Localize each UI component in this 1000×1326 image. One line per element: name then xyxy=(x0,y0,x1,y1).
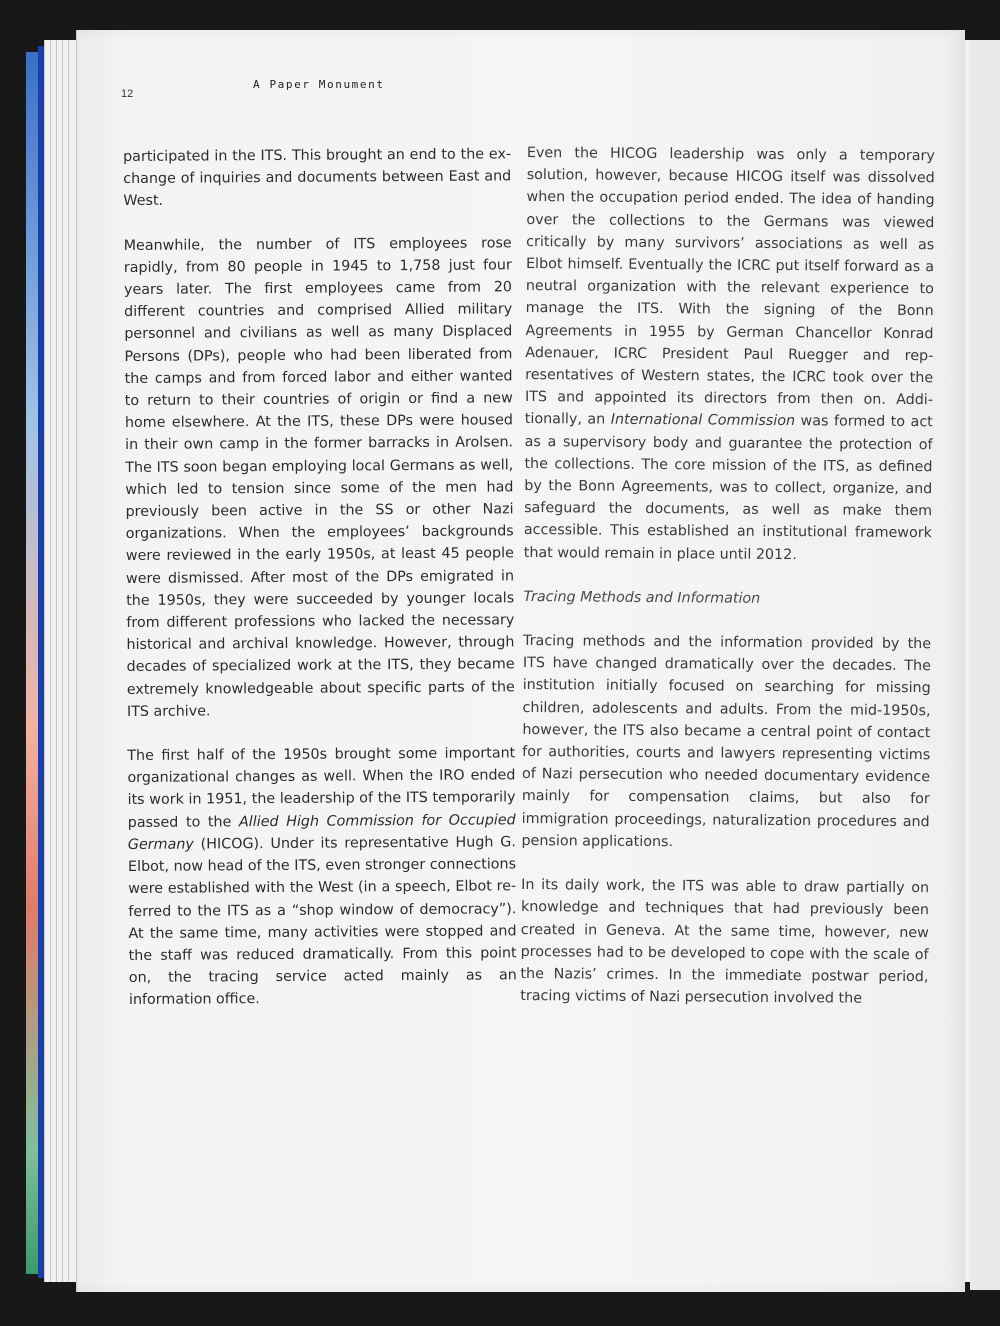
paragraph: Tracing methods and the information provided by the ITS have changed dramatically over the decades. The institution initially focused on searching for missing children, adolescents and adults. From the mid-1950s, however, the ITS also became a central point of contact for authorities, courts and lawyers representing victims of Nazi persecution who needed documentary evidence mainly for compensation claims, but also for immigration proceedings, naturalization procedures and pension applications. xyxy=(521,633,932,851)
paragraph: In its daily work, the ITS was able to draw partially on knowledge and techniques that had previously been created in Geneva. At the same time, however, new processes had to be developed to cope with the scale of the Nazis’ crimes. In the immediate postwar period, tracing victims of Nazi persecution involved the xyxy=(520,877,930,1007)
paragraph xyxy=(524,142,935,567)
right-text-column xyxy=(520,142,935,1032)
facing-page-edge xyxy=(970,40,1000,1290)
paragraph xyxy=(127,742,517,1011)
paragraph-text: The first half of the 1950s brought some important organizational changes as well. When the IRO ended its work in 1951, the leadership of the ITS temporarily passed to the xyxy=(127,745,516,831)
organization-name-italic: Allied High Commission for Occupied Germany xyxy=(127,811,516,853)
running-head xyxy=(121,78,521,98)
paragraph: participated in the ITS. This brought an end to the exchange of inquiries and documents between East and West. xyxy=(123,146,512,210)
paragraph: Meanwhile, the number of ITS employees rose rapidly, from 80 people in 1945 to 1,758 just four years later. The first employees came from 20 different countries and comprised Allied military personnel and civilians as well as many Displaced Persons (DPs), people who had been liberated from the camps and from forced labor and either wanted to return to their countries of origin or find a new home elsewhere. At the ITS, these DPs were housed in their own camp in the former barracks in Arolsen. The ITS soon began employing local Germans as well, which led to tension since some of the men had previously been active in the SS or other Nazi organizations. When the employees’ backgrounds were reviewed in the early 1950s, at least 45 people were dismissed. After most of the DPs emigrated in the 1950s, they were succeeded by younger locals from different professions who lacked the necessary historical and archival knowledge. However, through decades of specialized work at the ITS, they became extremely knowledgeable about specific parts of the ITS archive. xyxy=(123,234,515,720)
book-page xyxy=(76,30,965,1292)
paragraph-text: was formed to act as a supervisory body and guarantee the protection of the collections. The core mission of the ITS, as defined by the Bonn Agreements, was to collect, organize, and safeguard the documents, as well as make them accessible. This established an institutional framework that would remain in place until 2012. xyxy=(523,413,933,563)
paragraph-text: Even the HICOG leadership was only a temporary solution, however, because HICOG itself was dissolved when the occupation period ended. The idea of handing over the collections to the Germans was viewed critically by many survivors’ associations as well as Elbot himself. Eventually the ICRC put itself forward as a neutral organization with the relevant experience to manage the ITS. With the signing of the Bonn Agreements in 1955 by German Chancellor Konrad Adenauer, ICRC President Paul Ruegger and representatives of Western states, the ICRC took over the ITS and appointed its directors from then on. Additionally, an xyxy=(524,144,935,429)
book-title: A Paper Monument xyxy=(253,78,385,91)
page-number: 12 xyxy=(121,88,134,100)
section-heading: Tracing Methods and Information xyxy=(523,588,761,607)
paragraph-text: (HICOG). Under its representative Hugh G. Elbot, now head of the ITS, even stronger connections were established with the West (in a speech, Elbot referred to the ITS as a “shop window of democracy”). At the same time, many activities were stopped and the staff was reduced dramatically. From this point on, the tracing service acted mainly as an information office. xyxy=(127,834,517,1009)
organization-name-italic: International Commission xyxy=(610,412,796,430)
left-text-column xyxy=(123,143,517,1033)
